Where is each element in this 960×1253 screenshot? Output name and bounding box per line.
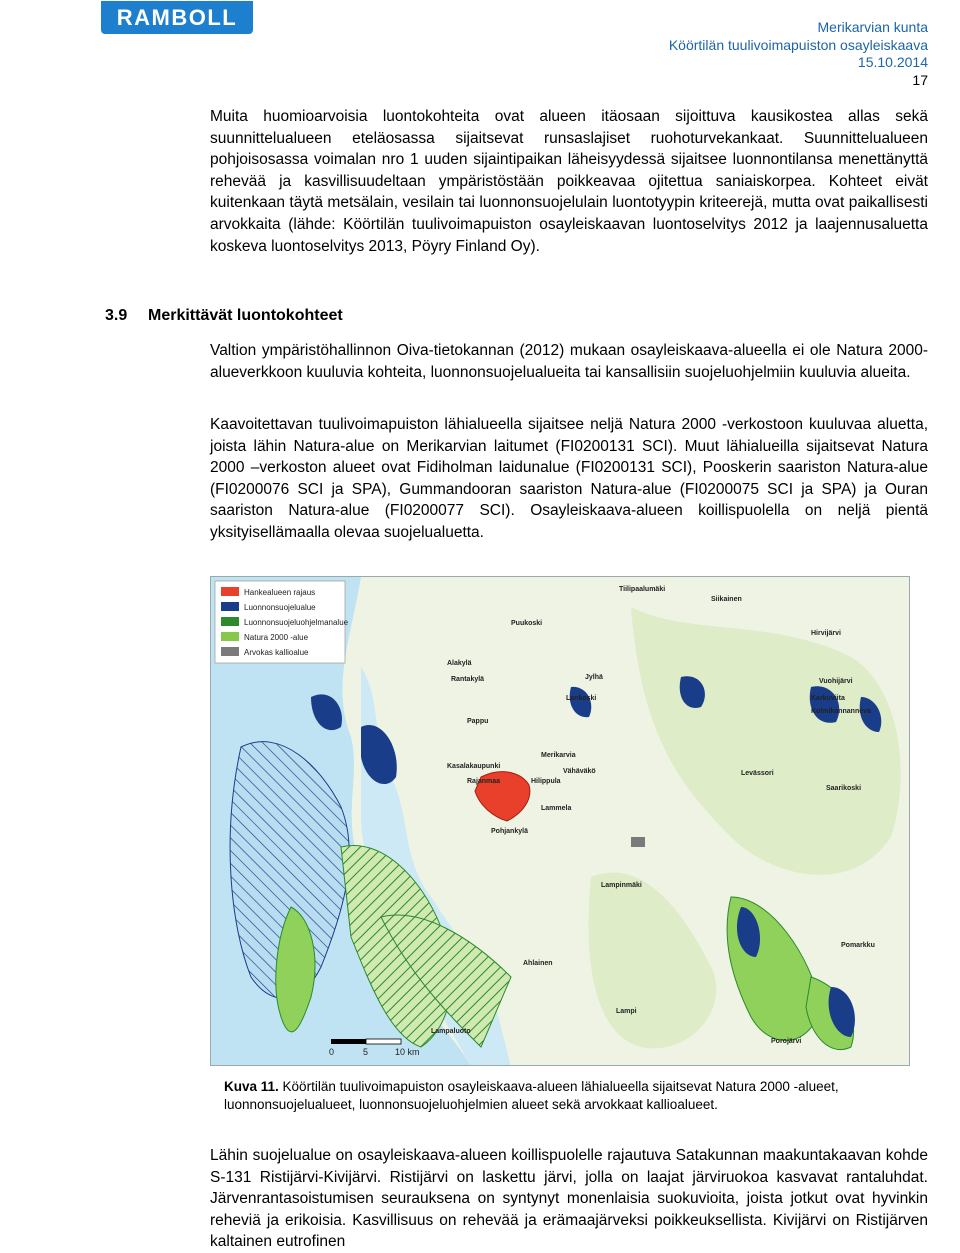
place-label: Vuohijärvi [819,678,853,685]
paragraph-1: Muita huomioarvoisia luontokohteita ovat alueen itäosaan sijoittuva kausikostea allas sekä suunnittelualueen eteläosassa sijaitsevat runsaslajiset ruohoturvekankaat. Suunnittelualueen pohjoisosassa voimalan nro 1 uuden sijaintipaikan läheisyydessä sijaitsee luonnontilansa menettänyttä rehevää ja kasvillisuudeltaan ympäristöstään poikkeavaa ojitettua saniaiskorpea. Kohteet eivät kuitenkaan täytä metsälain, vesilain tai luonnonsuojelulain luontotyypin kriteerejä, mutta ovat paikallisesti arvokkaita (lähde: Köörtilän tuulivoimapuiston osayleiskaavan luontoselvitys 2012 ja laajennusaluetta koskeva luontoselvitys 2013, Pöyry Finland Oy). [210,108,928,255]
place-label: Tiilipaalumäki [619,586,666,593]
caption-text: Köörtilän tuulivoimapuiston osayleiskaava-alueen lähialueella sijaitsevat Natura 2000 -alueet, luonnonsuojelualueet, luonnonsuojeluohjelmien alueet sekä arvokkaat kallioalueet. [224,1079,839,1112]
legend-swatch [221,632,239,641]
ramboll-logo [101,1,253,34]
figure-caption [224,1078,904,1114]
legend-swatch [221,617,239,626]
place-label: Pomarkku [841,942,875,949]
place-label: Lampi [616,1008,637,1015]
place-label: Kasalakaupunki [447,763,501,770]
place-label: Lankoski [566,695,597,702]
place-label: Hilippula [531,778,561,785]
legend-swatch [221,587,239,596]
place-label: Alakylä [447,660,472,667]
place-label: Puukoski [511,620,543,627]
paragraph-3: Kaavoitettavan tuulivoimapuiston lähialueella sijaitsee neljä Natura 2000 -verkostoon kuuluvaa aluetta, joista lähin Natura-alue on Merikarvian laitumet (FI0200131 SCI). Muut lähialueilla sijaitsevat Natura 2000 –verkoston alueet ovat Fidiholman laidunalue (FI0200131 SCI), Pooskerin saariston Natura-alue (FI0200076 SCI ja SPA), Gummandooran saariston Natura-alue (FI0200075 SCI ja SPA) ja Ouran saariston Natura-alue (FI0200077 SCI). Osayleiskaava-alueen koillispuolella on neljä pientä yksityisellämaalla olevaa suojelualuetta. [210,416,928,541]
legend-label: Natura 2000 -alue [244,633,309,642]
place-label: Lammela [541,805,572,812]
place-label: Siikainen [711,596,742,603]
header-project: Köörtilän tuulivoimapuiston osayleiskaava [668,36,928,53]
paragraph-2: Valtion ympäristöhallinnon Oiva-tietokannan (2012) mukaan osayleiskaava-alueella ei ole Natura 2000-alueverkkoon kuuluvia kohteita, luonnonsuojelualueita tai kansallisiin suojeluohjelmiin kuuluvia alueita. [210,342,928,381]
scale-label: 0 [329,1047,335,1057]
map-legend [215,581,349,663]
place-label: Ahlainen [523,960,553,967]
place-label: Pappu [467,718,489,725]
place-label: Hirvijärvi [811,630,841,637]
place-label: Rantakylä [451,676,485,683]
place-label: Rajanmaa [467,778,501,785]
section-title: Merkittävät luontokohteet [148,307,343,324]
legend-label: Arvokas kallioalue [244,648,309,657]
natura-map [210,576,910,1066]
map-svg [211,577,910,1066]
place-label: Lampaluoto [431,1028,471,1035]
place-label: Kolmikannanneva [811,708,871,715]
legend-swatch [221,647,239,656]
place-label: Karkuviita [811,695,845,702]
section-heading [105,307,343,325]
place-label: Vähäväkö [563,768,596,775]
scale-label: 10 km [395,1047,420,1057]
legend-label: Luonnonsuojeluohjelmanalue [244,618,349,627]
place-label: Jylhä [585,674,603,681]
place-label: Saarikoski [826,785,862,792]
paragraph-4: Lähin suojelualue on osayleiskaava-alueen koillispuolelle rajautuva Satakunnan maakuntakaavan kohde S-131 Ristijärvi-Kivijärvi. Ristijärvi on laskettu järvi, jolla on laajat järviruokoa kasvavat rantaluhdat. Järvenrantasoistumisen seurauksena on syntynyt monenlaisia suokuvioita, joista jotkut ovat hyvinkin reheviä ja erikoisia. Kasvillisuus on rehevää ja erämaajärveksi poikkeuksellista. Kivijärvi on Ristijärven kaltainen eutrofinen [210,1147,928,1251]
caption-label: Kuva 11. [224,1079,279,1094]
page-number: 17 [912,72,928,88]
header-client: Merikarvian kunta [817,19,928,35]
legend-swatch [221,602,239,611]
place-label: Lampinmäki [601,882,642,889]
rock-area [631,837,645,847]
logo-text: RAMBOLL [116,5,238,30]
place-label: Levässori [741,770,774,777]
scale-label: 5 [363,1047,369,1057]
header-date: 15.10.2014 [857,54,928,70]
place-label: Pohjankylä [491,828,528,835]
document-header [669,19,928,72]
legend-label: Luonnonsuojelualue [244,603,316,612]
legend-label: Hankealueen rajaus [244,588,316,597]
place-label: Merikarvia [541,752,576,759]
place-label: Porojärvi [771,1038,802,1045]
section-number: 3.9 [105,307,128,324]
